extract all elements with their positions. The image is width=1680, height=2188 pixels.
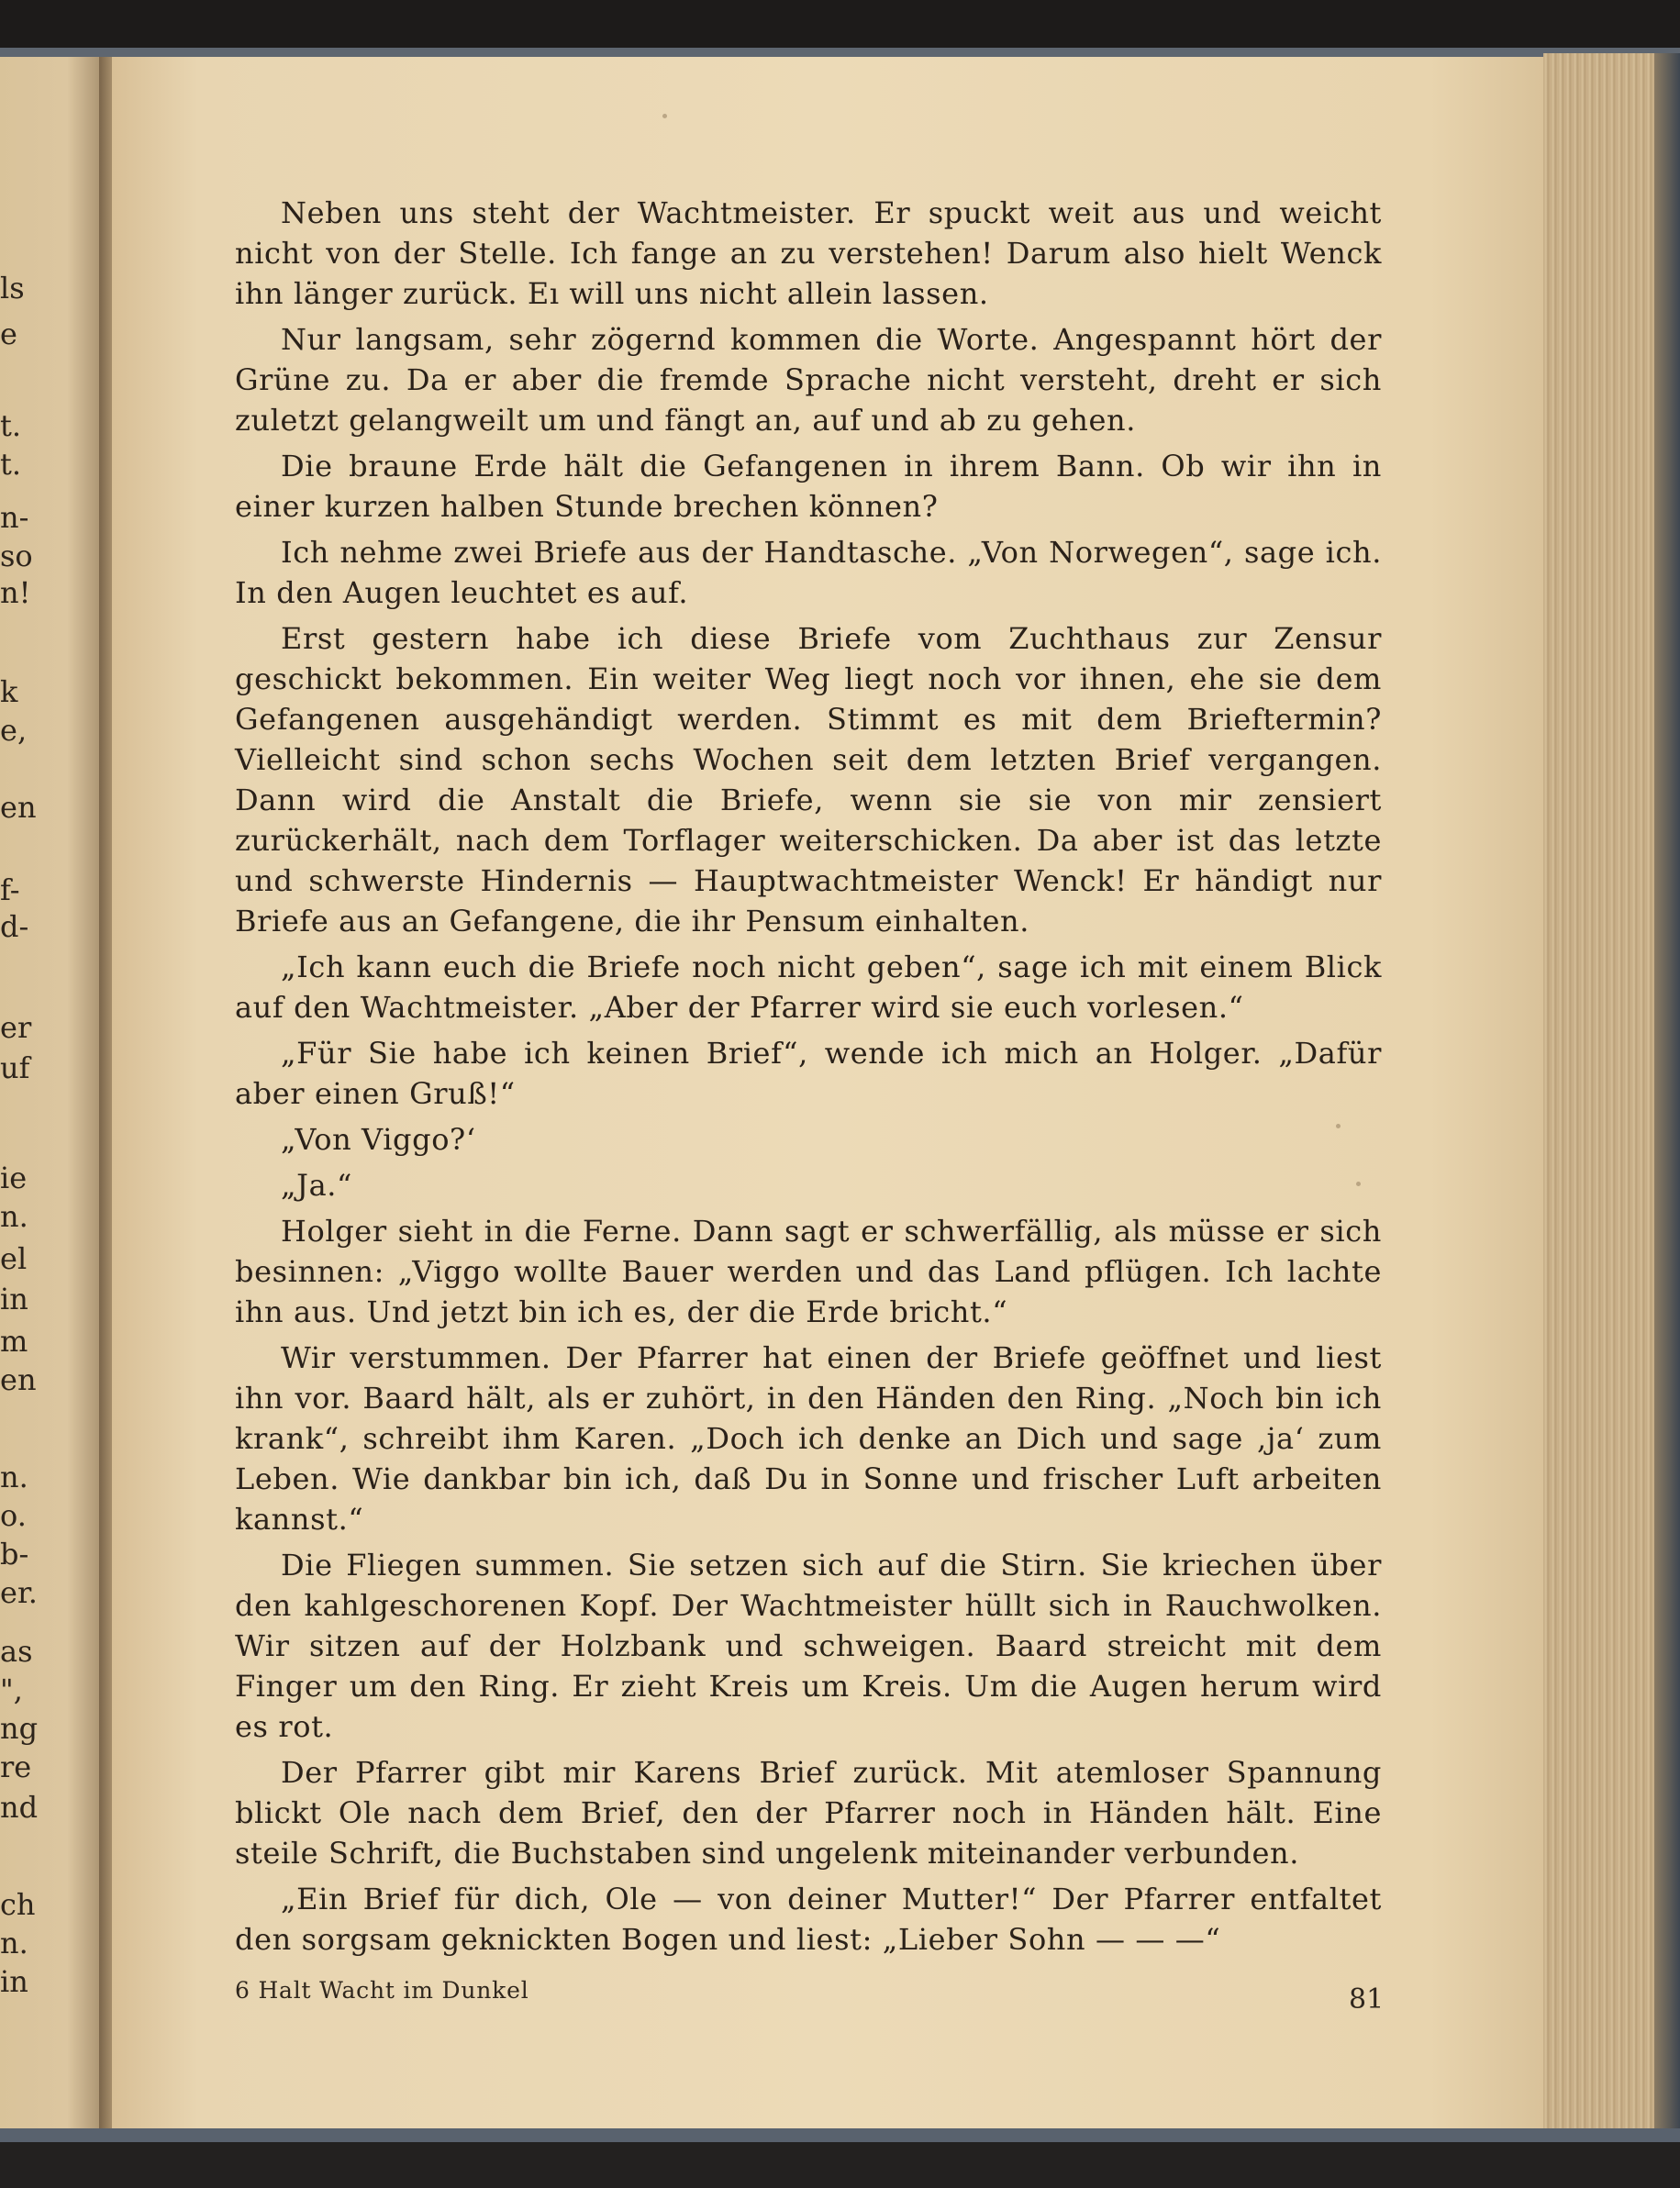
left-page-fragment: n. [0, 1926, 28, 1960]
left-page-fragment: en [0, 790, 37, 825]
paper-speck [1356, 1182, 1361, 1186]
left-page [0, 57, 112, 2132]
left-page-fragment: t. [0, 408, 22, 443]
left-page-fragment: o. [0, 1498, 27, 1533]
left-page-fragment: uf [0, 1050, 30, 1085]
left-page-fragment: el [0, 1241, 28, 1276]
left-page-fragment: as [0, 1634, 33, 1669]
page-body [235, 193, 1382, 1965]
page-number: 81 [1349, 1983, 1385, 2016]
left-page-fragment: ch [0, 1887, 36, 1922]
footer-signature: 6 Halt Wacht im Dunkel [235, 1977, 529, 2004]
left-page-fragment: n- [0, 500, 29, 535]
paragraph: Erst gestern habe ich diese Briefe vom Zuchthaus zur Zensur geschickt bekommen. Ein weiter Weg liegt noch vor ihnen, ehe sie dem Gefangenen ausgehändigt werden. Stimmt es mit dem Brieftermin? Vielleicht sind schon sechs Wochen seit dem letzten Brief vergangen. Dann wird die Anstalt die Briefe, wenn sie sie von mir zensiert zurückerhält, nach dem Torflager weiterschicken. Da aber ist das letzte und schwerste Hindernis — Hauptwachtmeister Wenck! Er händigt nur Briefe aus an Gefangene, die ihr Pensum einhalten. [235, 621, 1382, 939]
left-page-fragment: d- [0, 909, 29, 944]
left-page-fragment: t. [0, 447, 22, 482]
paragraph: Die Fliegen summen. Sie setzen sich auf die Stirn. Sie kriechen über den kahlgeschorenen Kopf. Der Wachtmeister hüllt sich in Rauchwolken. Wir sitzen auf der Holzbank und schweigen. Baard streicht mit dem Finger um den Ring. Er zieht Kreis um Kreis. Um die Augen herum wird es rot. [235, 1548, 1382, 1744]
left-page-fragment: er [0, 1010, 32, 1045]
left-page-fragment: ng [0, 1711, 39, 1746]
paragraph: Wir verstummen. Der Pfarrer hat einen der Briefe geöffnet und liest ihn vor. Baard hält, als er zuhört, in den Händen den Ring. „Noch bin ich krank“, schreibt ihm Karen. „Doch ich denke an Dich und sage ‚ja‘ zum Leben. Wie dankbar bin ich, daß Du in Sonne und frischer Luft arbeiten kannst.“ [235, 1340, 1382, 1537]
scan-background-bottom [0, 2142, 1680, 2188]
paragraph: „Ja.“ [281, 1168, 353, 1203]
left-page-fragment: n. [0, 1460, 28, 1494]
left-page-fragment: in [0, 1964, 28, 1999]
paragraph: Neben uns steht der Wachtmeister. Er spuckt weit aus und weicht nicht von der Stelle. Ich fange an zu verstehen! Darum also hielt Wenck ihn länger zurück. Eı will uns nicht allein lassen. [235, 195, 1382, 311]
paper-speck [1336, 1124, 1341, 1128]
left-page-fragment: ", [0, 1672, 23, 1707]
left-page-fragment: m [0, 1324, 28, 1359]
left-page-fragment: f- [0, 872, 20, 907]
paragraph: Nur langsam, sehr zögernd kommen die Worte. Angespannt hört der Grüne zu. Da er aber die fremde Sprache nicht versteht, dreht er sich zuletzt gelangweilt um und fängt an, auf und ab zu gehen. [235, 322, 1382, 438]
left-page-fragment: in [0, 1282, 28, 1316]
left-page-fragment: k [0, 674, 18, 709]
left-page-fragment: ls [0, 271, 25, 305]
left-page-fragment: so [0, 539, 33, 573]
paragraph: „Für Sie habe ich keinen Brief“, wende ich mich an Holger. „Dafür aber einen Gruß!“ [235, 1036, 1382, 1111]
left-page-fragment: ie [0, 1161, 28, 1195]
paragraph: Die braune Erde hält die Gefangenen in ihrem Bann. Ob wir ihn in einer kurzen halben Stunde brechen können? [235, 449, 1382, 524]
left-page-fragment: e, [0, 713, 28, 748]
left-page-fragment: n! [0, 575, 31, 610]
paragraph: Ich nehme zwei Briefe aus der Handtasche. „Von Norwegen“, sage ich. In den Augen leuchtet es auf. [235, 535, 1382, 610]
left-page-fragment: n. [0, 1199, 28, 1234]
left-page-fragment: er. [0, 1575, 38, 1610]
left-page-fragment: b- [0, 1537, 29, 1572]
paragraph: „Von Viggo?‘ [281, 1122, 476, 1157]
paper-speck [662, 114, 667, 118]
paragraph: Der Pfarrer gibt mir Karens Brief zurück. Mit atemloser Spannung blickt Ole nach dem Brief, den der Pfarrer noch in Händen hält. Eine steile Schrift, die Buchstaben sind ungelenk miteinander verbunden. [235, 1755, 1382, 1871]
left-page-fragment: re [0, 1749, 32, 1784]
paragraph: Holger sieht in die Ferne. Dann sagt er schwerfällig, als müsse er sich besinnen: „Viggo wollte Bauer werden und das Land pflügen. Ich lachte ihn aus. Und jetzt bin ich es, der die Erde bricht.“ [235, 1214, 1382, 1329]
left-page-fragment: en [0, 1362, 37, 1397]
paragraph: „Ein Brief für dich, Ole — von deiner Mutter!“ Der Pfarrer entfaltet den sorgsam geknickten Bogen und liest: „Lieber Sohn — — —“ [235, 1882, 1382, 1957]
left-page-fragment: e [0, 317, 17, 351]
page-stack-edge [1543, 53, 1680, 2138]
paragraph: „Ich kann euch die Briefe noch nicht geben“, sage ich mit einem Blick auf den Wachtmeister. „Aber der Pfarrer wird sie euch vorlesen.“ [235, 950, 1382, 1025]
left-page-fragment: nd [0, 1790, 39, 1825]
